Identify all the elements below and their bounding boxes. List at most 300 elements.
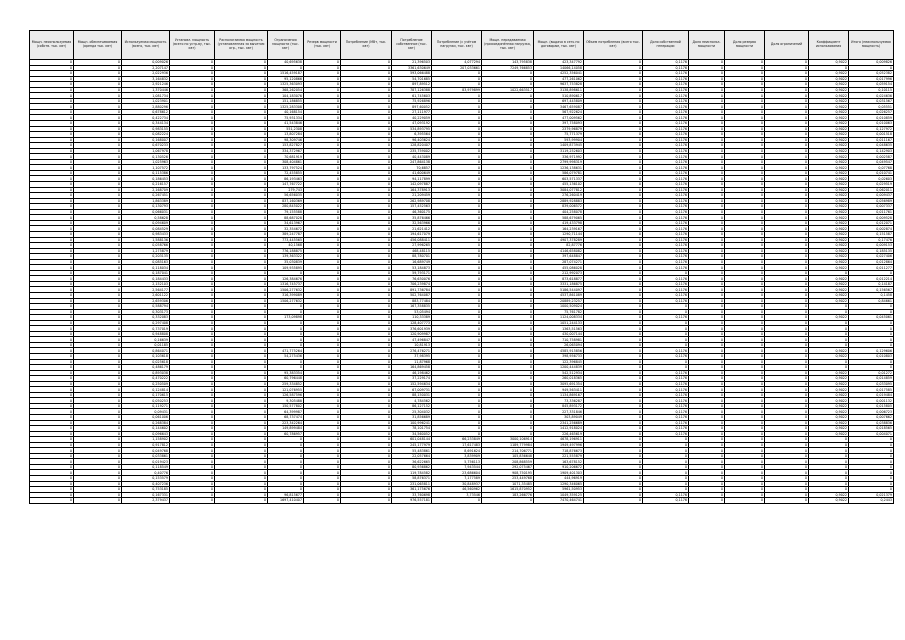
table-cell: 0 xyxy=(170,426,215,432)
table-cell: 397,648847 xyxy=(534,254,584,260)
table-cell: 0 xyxy=(30,320,74,326)
table-cell: 4,784562 xyxy=(392,398,432,404)
table-cell: 5186,544097 xyxy=(534,287,584,293)
table-cell: 0 xyxy=(170,159,215,165)
table-cell: 262,989708 xyxy=(392,198,432,204)
table-cell: 0 xyxy=(765,265,809,271)
table-cell: 0 xyxy=(268,437,304,443)
table-cell: 0,9022 xyxy=(809,215,849,221)
table-cell: 0 xyxy=(482,193,534,199)
table-cell: 0 xyxy=(725,109,765,115)
table-cell: 0,1176 xyxy=(643,431,689,437)
table-cell: 0 xyxy=(170,365,215,371)
table-cell: 0 xyxy=(689,298,725,304)
table-cell: 0 xyxy=(30,198,74,204)
table-cell: 1200,444839 xyxy=(534,365,584,371)
table-cell: 0 xyxy=(304,204,341,210)
table-cell: 0 xyxy=(584,109,643,115)
table-cell: 58,876371 xyxy=(392,476,432,482)
table-cell: 0 xyxy=(304,387,341,393)
table-cell: 0,129606 xyxy=(849,348,894,354)
table-cell: 0,753185 xyxy=(122,487,170,493)
table-cell: 139,363322 xyxy=(268,254,304,260)
table-cell: 0 xyxy=(74,431,122,437)
table-cell: 0 xyxy=(689,148,725,154)
table-cell: 773,445565 xyxy=(268,237,304,243)
table-cell: 183,266776 xyxy=(482,492,534,498)
table-cell: 0,168007 xyxy=(122,137,170,143)
table-cell: 0 xyxy=(584,426,643,432)
table-cell: 0 xyxy=(215,165,268,171)
table-cell: 0 xyxy=(584,409,643,415)
table-cell: 0,486179 xyxy=(122,365,170,371)
table-cell: 0 xyxy=(849,320,894,326)
table-cell: 0 xyxy=(341,304,392,310)
table-cell: 0,332083 xyxy=(122,315,170,321)
table-cell: 308,404861 xyxy=(268,159,304,165)
table-cell: 0 xyxy=(482,254,534,260)
table-cell: 0 xyxy=(689,121,725,127)
column-header: Используемая мощность (всего, тыс. квт) xyxy=(122,31,170,60)
table-cell: 0 xyxy=(765,198,809,204)
table-cell: 0 xyxy=(482,309,534,315)
table-cell: 0 xyxy=(689,331,725,337)
table-cell: 0 xyxy=(74,442,122,448)
table-cell: 150,577802 xyxy=(268,403,304,409)
table-cell: 0 xyxy=(482,259,534,265)
table-cell: 0 xyxy=(341,420,392,426)
table-cell: 21,621412 xyxy=(392,226,432,232)
table-cell: 0 xyxy=(725,304,765,310)
table-cell: 0 xyxy=(432,498,482,504)
table-cell: 0,187041 xyxy=(122,270,170,276)
table-cell: 0 xyxy=(689,365,725,371)
table-cell: 0 xyxy=(482,298,534,304)
column-header: Располагаемая мощность (установленная за вычетом огр., тыс. квт) xyxy=(215,31,268,60)
table-cell: 0 xyxy=(341,437,392,443)
table-cell: 0,1176 xyxy=(643,215,689,221)
table-cell: 0 xyxy=(215,387,268,393)
table-cell: 0 xyxy=(725,159,765,165)
table-cell: 0 xyxy=(170,65,215,71)
table-cell: 0,1176 xyxy=(643,387,689,393)
table-cell: 0 xyxy=(341,159,392,165)
table-cell: 0 xyxy=(482,137,534,143)
table-cell: 0 xyxy=(341,498,392,504)
table-cell: 0 xyxy=(809,270,849,276)
table-cell: 0 xyxy=(809,309,849,315)
table-cell: 0 xyxy=(215,464,268,470)
table-cell: 0 xyxy=(74,93,122,99)
table-cell: 0 xyxy=(74,376,122,382)
table-cell: 2,022936 xyxy=(122,71,170,77)
table-cell: 0 xyxy=(584,281,643,287)
table-cell: 0 xyxy=(304,154,341,160)
table-cell: 0 xyxy=(341,259,392,265)
table-cell: 0,1176 xyxy=(643,409,689,415)
table-cell: 0 xyxy=(689,176,725,182)
table-cell: 0,9022 xyxy=(809,243,849,249)
table-cell: 0 xyxy=(304,492,341,498)
table-cell: 0 xyxy=(341,342,392,348)
table-cell: 0 xyxy=(725,132,765,138)
table-cell: 0 xyxy=(304,220,341,226)
table-cell: 0 xyxy=(341,115,392,121)
table-cell: 0 xyxy=(170,403,215,409)
table-cell: 0,203135 xyxy=(122,254,170,260)
table-cell: 0,019484 xyxy=(849,392,894,398)
table-cell: 0 xyxy=(215,82,268,88)
table-cell: 0,1176 xyxy=(643,231,689,237)
table-cell: 0 xyxy=(268,476,304,482)
table-cell: 1325,283308 xyxy=(268,104,304,110)
table-cell: 0 xyxy=(170,60,215,66)
table-cell: 0,9022 xyxy=(809,276,849,282)
table-cell: 83,979899 xyxy=(432,87,482,93)
table-cell: 0 xyxy=(304,409,341,415)
table-cell: 0 xyxy=(482,143,534,149)
table-cell: 0 xyxy=(304,265,341,271)
table-cell: 0 xyxy=(432,281,482,287)
table-cell: 0 xyxy=(689,226,725,232)
table-cell: 0 xyxy=(809,464,849,470)
table-cell: 31,856689 xyxy=(392,415,432,421)
table-cell: 873,618877 xyxy=(534,276,584,282)
table-cell: 0,1176 xyxy=(643,126,689,132)
table-cell: 0 xyxy=(689,320,725,326)
table-cell: 0,303173 xyxy=(122,309,170,315)
table-cell: 0 xyxy=(304,281,341,287)
table-cell: 0 xyxy=(215,220,268,226)
table-cell: 0 xyxy=(584,481,643,487)
table-cell: 0 xyxy=(584,248,643,254)
table-cell: 0,096643 xyxy=(122,431,170,437)
table-cell: 0 xyxy=(170,204,215,210)
table-cell: 0 xyxy=(584,154,643,160)
table-cell: 0 xyxy=(689,315,725,321)
table-cell: 0 xyxy=(341,365,392,371)
table-cell: 0 xyxy=(584,470,643,476)
table-cell: 0 xyxy=(30,359,74,365)
table-cell: 0 xyxy=(170,409,215,415)
table-cell: 0,9022 xyxy=(809,137,849,143)
table-cell: 0,011167 xyxy=(849,137,894,143)
table-cell: 4678,196911 xyxy=(534,437,584,443)
table-cell: 0,893038 xyxy=(122,370,170,376)
table-cell: 0 xyxy=(74,270,122,276)
table-cell: 0 xyxy=(432,176,482,182)
table-cell: 0 xyxy=(849,270,894,276)
table-cell: 0,1176 xyxy=(643,281,689,287)
table-cell: 0 xyxy=(30,148,74,154)
table-cell: 0 xyxy=(689,415,725,421)
table-cell: 3000,106914 xyxy=(482,437,534,443)
table-cell: 0 xyxy=(215,265,268,271)
table-cell: 0 xyxy=(215,132,268,138)
table-cell: 0 xyxy=(215,65,268,71)
table-cell: 0 xyxy=(341,165,392,171)
table-cell: 0 xyxy=(725,215,765,221)
table-cell: 0 xyxy=(304,121,341,127)
table-cell: 0 xyxy=(643,326,689,332)
table-cell: 0 xyxy=(341,104,392,110)
table-cell: 3095,691354 xyxy=(534,381,584,387)
table-cell: 0,02603 xyxy=(849,176,894,182)
table-cell: 0 xyxy=(304,143,341,149)
table-cell: 0 xyxy=(689,159,725,165)
table-cell: 0 xyxy=(765,204,809,210)
table-cell: 0,025618 xyxy=(122,359,170,365)
table-cell: 25,304032 xyxy=(392,409,432,415)
table-cell: 0 xyxy=(170,476,215,482)
table-cell: 0,1176 xyxy=(643,109,689,115)
table-cell: 0 xyxy=(689,342,725,348)
table-cell: 0 xyxy=(809,481,849,487)
table-cell: 0,1176 xyxy=(643,298,689,304)
table-cell: 0 xyxy=(725,470,765,476)
table-cell: 0,1176 xyxy=(643,209,689,215)
table-cell: 41,543846 xyxy=(268,121,304,127)
table-cell: 0 xyxy=(643,437,689,443)
table-cell: 276,476271 xyxy=(392,348,432,354)
table-cell: 0 xyxy=(482,159,534,165)
table-cell: 0 xyxy=(482,109,534,115)
table-cell: 0 xyxy=(30,154,74,160)
table-cell: 0 xyxy=(849,365,894,371)
table-cell: 0,130526 xyxy=(122,154,170,160)
table-cell: 68,737474 xyxy=(268,415,304,421)
table-cell: 0 xyxy=(765,65,809,71)
table-cell: 54,275436 xyxy=(268,353,304,359)
table-cell: 0 xyxy=(215,315,268,321)
table-cell: 0 xyxy=(30,93,74,99)
table-cell: 0 xyxy=(643,453,689,459)
table-cell: 0 xyxy=(30,276,74,282)
table-cell: 0 xyxy=(170,109,215,115)
table-cell: 0 xyxy=(215,159,268,165)
table-cell: 0 xyxy=(809,442,849,448)
table-cell: 0 xyxy=(341,132,392,138)
table-cell: 0 xyxy=(170,98,215,104)
table-cell: 0,1176 xyxy=(643,370,689,376)
table-cell: 0 xyxy=(725,148,765,154)
table-cell: 40,168154 xyxy=(268,109,304,115)
table-cell: 94,117899 xyxy=(392,176,432,182)
table-cell: 0 xyxy=(341,193,392,199)
table-cell: 0 xyxy=(584,287,643,293)
table-cell: 0 xyxy=(432,143,482,149)
table-cell: 0 xyxy=(30,265,74,271)
table-cell: 3084,077812 xyxy=(534,187,584,193)
table-cell: 0 xyxy=(765,115,809,121)
table-cell: 0 xyxy=(432,381,482,387)
table-cell: 0 xyxy=(268,448,304,454)
table-cell: 1412,918024 xyxy=(534,426,584,432)
table-cell: 0 xyxy=(765,243,809,249)
table-cell: 226,465619 xyxy=(534,431,584,437)
table-cell: 0 xyxy=(170,132,215,138)
table-cell: 0 xyxy=(304,381,341,387)
table-cell: 0 xyxy=(689,398,725,404)
table-cell: 336,971992 xyxy=(534,154,584,160)
table-cell: 0 xyxy=(725,442,765,448)
table-cell: 1022,663517 xyxy=(482,87,534,93)
table-cell: 0 xyxy=(482,320,534,326)
table-cell: 0 xyxy=(30,87,74,93)
table-cell: 0 xyxy=(215,60,268,66)
table-cell: 235,759002 xyxy=(392,148,432,154)
table-cell: 0 xyxy=(341,403,392,409)
table-cell: 0 xyxy=(584,87,643,93)
table-cell: 0 xyxy=(74,176,122,182)
table-cell: 0 xyxy=(809,448,849,454)
table-cell: 0,1176 xyxy=(643,65,689,71)
table-cell: 40,1568 xyxy=(268,243,304,249)
table-cell: 0 xyxy=(482,287,534,293)
table-cell: 0 xyxy=(30,309,74,315)
table-cell: 837,160369 xyxy=(268,198,304,204)
table-cell: 0 xyxy=(215,437,268,443)
table-cell: 0,948808 xyxy=(122,331,170,337)
table-cell: 0 xyxy=(170,220,215,226)
table-cell: 0 xyxy=(304,187,341,193)
table-cell: 0 xyxy=(725,359,765,365)
table-cell: 0,1176 xyxy=(643,276,689,282)
table-cell: 0 xyxy=(30,126,74,132)
table-cell: 194,617079 xyxy=(392,231,432,237)
table-cell: 0,012864 xyxy=(849,259,894,265)
table-cell: 0,678612 xyxy=(122,109,170,115)
table-cell: 0 xyxy=(170,82,215,88)
table-cell: 0,1176 xyxy=(643,376,689,382)
table-cell: 0 xyxy=(74,170,122,176)
table-cell: 0 xyxy=(689,170,725,176)
table-cell: 0,9022 xyxy=(809,420,849,426)
table-cell: 173,09898 xyxy=(268,315,304,321)
table-cell: 0 xyxy=(765,409,809,415)
table-cell: 0,021379 xyxy=(849,492,894,498)
table-cell: 0 xyxy=(170,398,215,404)
table-cell: 0 xyxy=(689,71,725,77)
table-cell: 0,1176 xyxy=(643,82,689,88)
table-cell: 0 xyxy=(689,304,725,310)
table-cell: 0 xyxy=(689,392,725,398)
table-cell: 1,158902 xyxy=(122,437,170,443)
table-cell: 0 xyxy=(765,237,809,243)
table-cell: 0 xyxy=(482,209,534,215)
table-cell: 0,9022 xyxy=(809,431,849,437)
table-cell: 0,9022 xyxy=(809,248,849,254)
table-cell: 0 xyxy=(304,476,341,482)
table-cell: 0 xyxy=(341,109,392,115)
table-cell: 0 xyxy=(584,453,643,459)
table-cell: 2379,96879 xyxy=(534,126,584,132)
table-cell: 0 xyxy=(689,309,725,315)
table-cell: 0 xyxy=(725,270,765,276)
table-cell: 0 xyxy=(268,304,304,310)
table-cell: 0 xyxy=(482,365,534,371)
table-cell: 9,305488 xyxy=(268,398,304,404)
table-cell: 0 xyxy=(30,353,74,359)
table-cell: 0 xyxy=(765,215,809,221)
table-cell: 0,130793 xyxy=(122,204,170,210)
table-cell: 0 xyxy=(74,237,122,243)
table-cell: 0 xyxy=(689,381,725,387)
table-cell: 88,687028 xyxy=(268,215,304,221)
table-cell: 0,1176 xyxy=(643,287,689,293)
table-cell: 1,107572 xyxy=(122,165,170,171)
table-cell: 0 xyxy=(170,415,215,421)
table-cell: 0 xyxy=(584,204,643,210)
table-cell: 0 xyxy=(215,359,268,365)
table-cell: 0 xyxy=(725,60,765,66)
table-cell: 0 xyxy=(170,243,215,249)
table-cell: 0 xyxy=(268,342,304,348)
table-cell: 0,9022 xyxy=(809,115,849,121)
table-cell: 0 xyxy=(170,487,215,493)
table-cell: 0,05551 xyxy=(849,104,894,110)
table-cell: 0,9022 xyxy=(809,93,849,99)
table-cell: 477,261062 xyxy=(534,76,584,82)
table-cell: 0 xyxy=(689,98,725,104)
table-cell: 0 xyxy=(584,498,643,504)
table-cell: 0 xyxy=(304,348,341,354)
table-cell: 0 xyxy=(849,459,894,465)
table-cell: 0,1176 xyxy=(643,254,689,260)
table-cell: 0 xyxy=(304,353,341,359)
table-cell: 1236,138631 xyxy=(534,165,584,171)
table-cell: 0 xyxy=(215,98,268,104)
table-cell: 0 xyxy=(765,159,809,165)
table-cell: 0 xyxy=(849,453,894,459)
table-cell: 0 xyxy=(689,237,725,243)
table-cell: 0 xyxy=(30,237,74,243)
table-cell: 0 xyxy=(765,148,809,154)
table-cell: 0,144602 xyxy=(122,426,170,432)
table-cell: 0 xyxy=(170,464,215,470)
table-cell: 0 xyxy=(304,226,341,232)
table-cell: 0 xyxy=(432,415,482,421)
table-cell: 0 xyxy=(74,143,122,149)
table-cell: 0 xyxy=(268,442,304,448)
table-cell: 0 xyxy=(482,420,534,426)
table-cell: 0 xyxy=(170,420,215,426)
table-cell: 1049,359125 xyxy=(534,492,584,498)
table-cell: 0 xyxy=(74,109,122,115)
table-cell: 0 xyxy=(765,60,809,66)
table-cell: 0 xyxy=(215,481,268,487)
table-cell: 303,89049 xyxy=(534,415,584,421)
table-cell: 0 xyxy=(689,243,725,249)
table-cell: 0 xyxy=(849,331,894,337)
table-cell: 0 xyxy=(849,304,894,310)
table-cell: 423,347792 xyxy=(534,60,584,66)
table-cell: 0 xyxy=(304,193,341,199)
table-cell: 0,009437 xyxy=(849,193,894,199)
table-cell: 0 xyxy=(170,470,215,476)
table-cell: 0 xyxy=(765,137,809,143)
table-cell: 0 xyxy=(215,370,268,376)
table-cell: 0 xyxy=(30,431,74,437)
table-cell: 2889,928883 xyxy=(534,198,584,204)
table-cell: 0 xyxy=(341,126,392,132)
table-cell: 2,168709 xyxy=(122,187,170,193)
table-cell: 88,150031 xyxy=(392,392,432,398)
table-cell: 471,775264 xyxy=(268,348,304,354)
table-cell: 0 xyxy=(765,292,809,298)
table-cell: 40,695638 xyxy=(268,60,304,66)
table-cell: 0 xyxy=(432,121,482,127)
